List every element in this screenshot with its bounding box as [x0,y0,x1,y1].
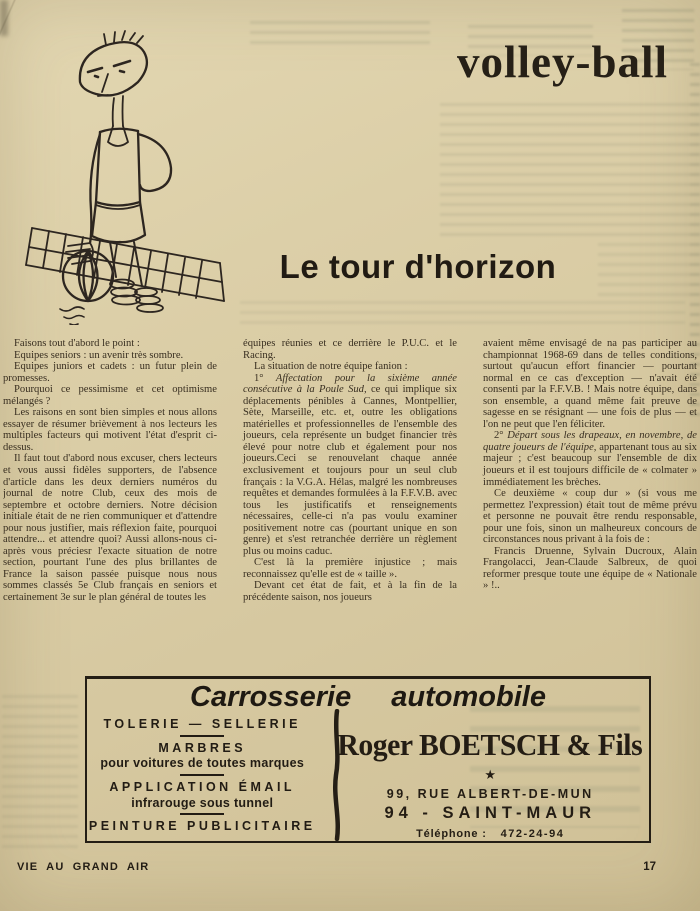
ad-address-street: 99, RUE ALBERT-DE-MUN [386,787,594,801]
paragraph: Equipes seniors : un avenir très sombre. [14,349,184,361]
bleed-through [250,18,430,44]
magazine-name: VIE AU GRAND AIR [17,861,150,873]
page-number: 17 [643,861,656,873]
page-edge-shadow [0,0,8,36]
paragraph: C'est là la première injustice ; mais reconnaissez qu'elle est de « taille ». [243,557,457,580]
paragraph: équipes réunies et ce derrière le P.U.C. et le Racing. [243,338,457,361]
ad-phone [331,828,649,840]
service-divider-rule [180,735,224,737]
paragraph: Il faut tout d'abord nous excuser, chers lecteurs et vous aussi fidèles supporters, de l'absence d'article dans les deux derniers numéros du journal de notre Club, ceux des mois de septembre et octobre derniers. Notre décision initiale était de ne rien communiquer et d'attendre pour nous justifier, mais réflexion faite, pourquoi attendre... et attendre quoi? Aussi allons-nous ci-après vous préciesr l'exacte situation de notre section, pourtant l'une des plus brillantes de France la saison passée puisque nous nous sommes classés 5e Club français en seniors et certainement 3e sur le plan général de toutes les [3,453,217,604]
ad-headline: Carrosserie automobile [190,681,546,713]
ad-service-label: APPLICATION ÉMAIL [109,779,296,794]
paragraph: Faisons tout d'abord le point : [14,338,140,349]
paragraph: 2° Départ sous les drapeaux, en novembre, de quatre joueurs de l'équipe, appartenant tous au six majeur ; c'est beaucoup sur l'ensemble de dix joueurs et il est toujours difficile de « colmater » immédiatement les brèches. [483,430,697,488]
section-masthead: volley-ball [457,37,668,87]
ad-address-city: 94 - SAINT-MAUR [384,804,597,822]
ad-services-list [87,715,317,841]
paragraph: avaient même envisagé de na pas participer au championnat 1968-69 dans de telles conditions, surtout qu'aucun effort financier — pourtant normal en ce cas d'exception — n'avait été consenti par la F.F.V.B. ! Mais notre équipe, dans son ensemble, a quand même fait preuve de sagesse en se résignant — une fois de plus — et l'on ne peut que l'en féliciter. [483,338,697,430]
paragraph: Equipes juniors et cadets : un futur plein de promesses. [3,361,217,384]
article-column-3 [483,338,697,676]
article-column-2 [243,338,457,676]
advertisement-box [85,676,651,843]
article-body [3,338,697,676]
paragraph: 1° Affectation pour la sixième année consécutive à la Poule Sud, ce qui implique six déplacements pénibles à Cannes, Montpellier, Sète, Marseille, etc. et, outre les obligations matérielles et professionnelles de l'ensemble des joueurs, cela représente un budget financier très élevé pour notre club et également pour nos joueurs.Ceci se renouvelant chaque année exclusivement et toujours pour un seul club français : la V.G.A. Hélas, malgré les nombreuses requêtes et demandes formulées à la F.F.V.B. avec tous les justificatifs et renseignements nécessaires, celle-ci n'a pas voulu examiner positivement notre cas (pourtant unique en son genre) et s'est retranchée derrière un règlement plus ou moins caduc. [243,372,458,557]
bleed-through [240,298,685,330]
article-column-1 [3,338,217,676]
ad-company-name: Roger BOETSCH & Fils [337,727,643,762]
paragraph: Francis Druenne, Sylvain Ducroux, Alain Frangolacci, Jean-Claude Salbreux, de quoi reformer presque toute une équipe de « Nationale » !.. [483,545,697,592]
bleed-through [440,100,690,240]
service-divider-rule [180,813,224,815]
ad-service-label: TOLERIE — SELLERIE [103,717,301,731]
ad-service-sublabel: infrarouge sous tunnel [131,795,274,810]
bleed-through [2,692,78,854]
ad-company-block [317,715,649,841]
ad-service-label: MARBRES [158,740,247,755]
volleyball-player-cartoon-illustration [22,30,227,325]
article-headline: Le tour d'horizon [279,248,557,285]
bleed-through [598,240,690,296]
ad-phone-number: 472-24-94 [500,828,565,840]
ad-service-sublabel: pour voitures de toutes marques [100,756,305,771]
paragraph: Les raisons en sont bien simples et nous allons essayer de résumer brièvement à nos lecteurs les multiples facteurs qui motivent l'état d'esprit ci-dessus. [3,407,217,453]
paragraph: Devant cet état de fait, et à la fin de la précédente saison, nos joueurs [243,580,457,604]
service-divider-rule [180,774,224,776]
star-icon: ★ [484,767,497,782]
paragraph: Ce deuxième « coup dur » (si vous me permettez l'expression) était tout de même prévu et personne ne pouvait être rendu responsable, pour une fois, sinon un malheureux concours de circonstances nous privant à la fois de : [483,488,697,546]
ad-service-label: PEINTURE PUBLICITAIRE [88,819,316,833]
paragraph: La situation de notre équipe fanion : [254,361,408,373]
paragraph: Pourquoi ce pessimisme et cet optimisme mélangés ? [3,384,217,407]
ad-phone-label: Téléphone : [416,828,487,840]
volleyball-net-drawing [26,228,224,301]
